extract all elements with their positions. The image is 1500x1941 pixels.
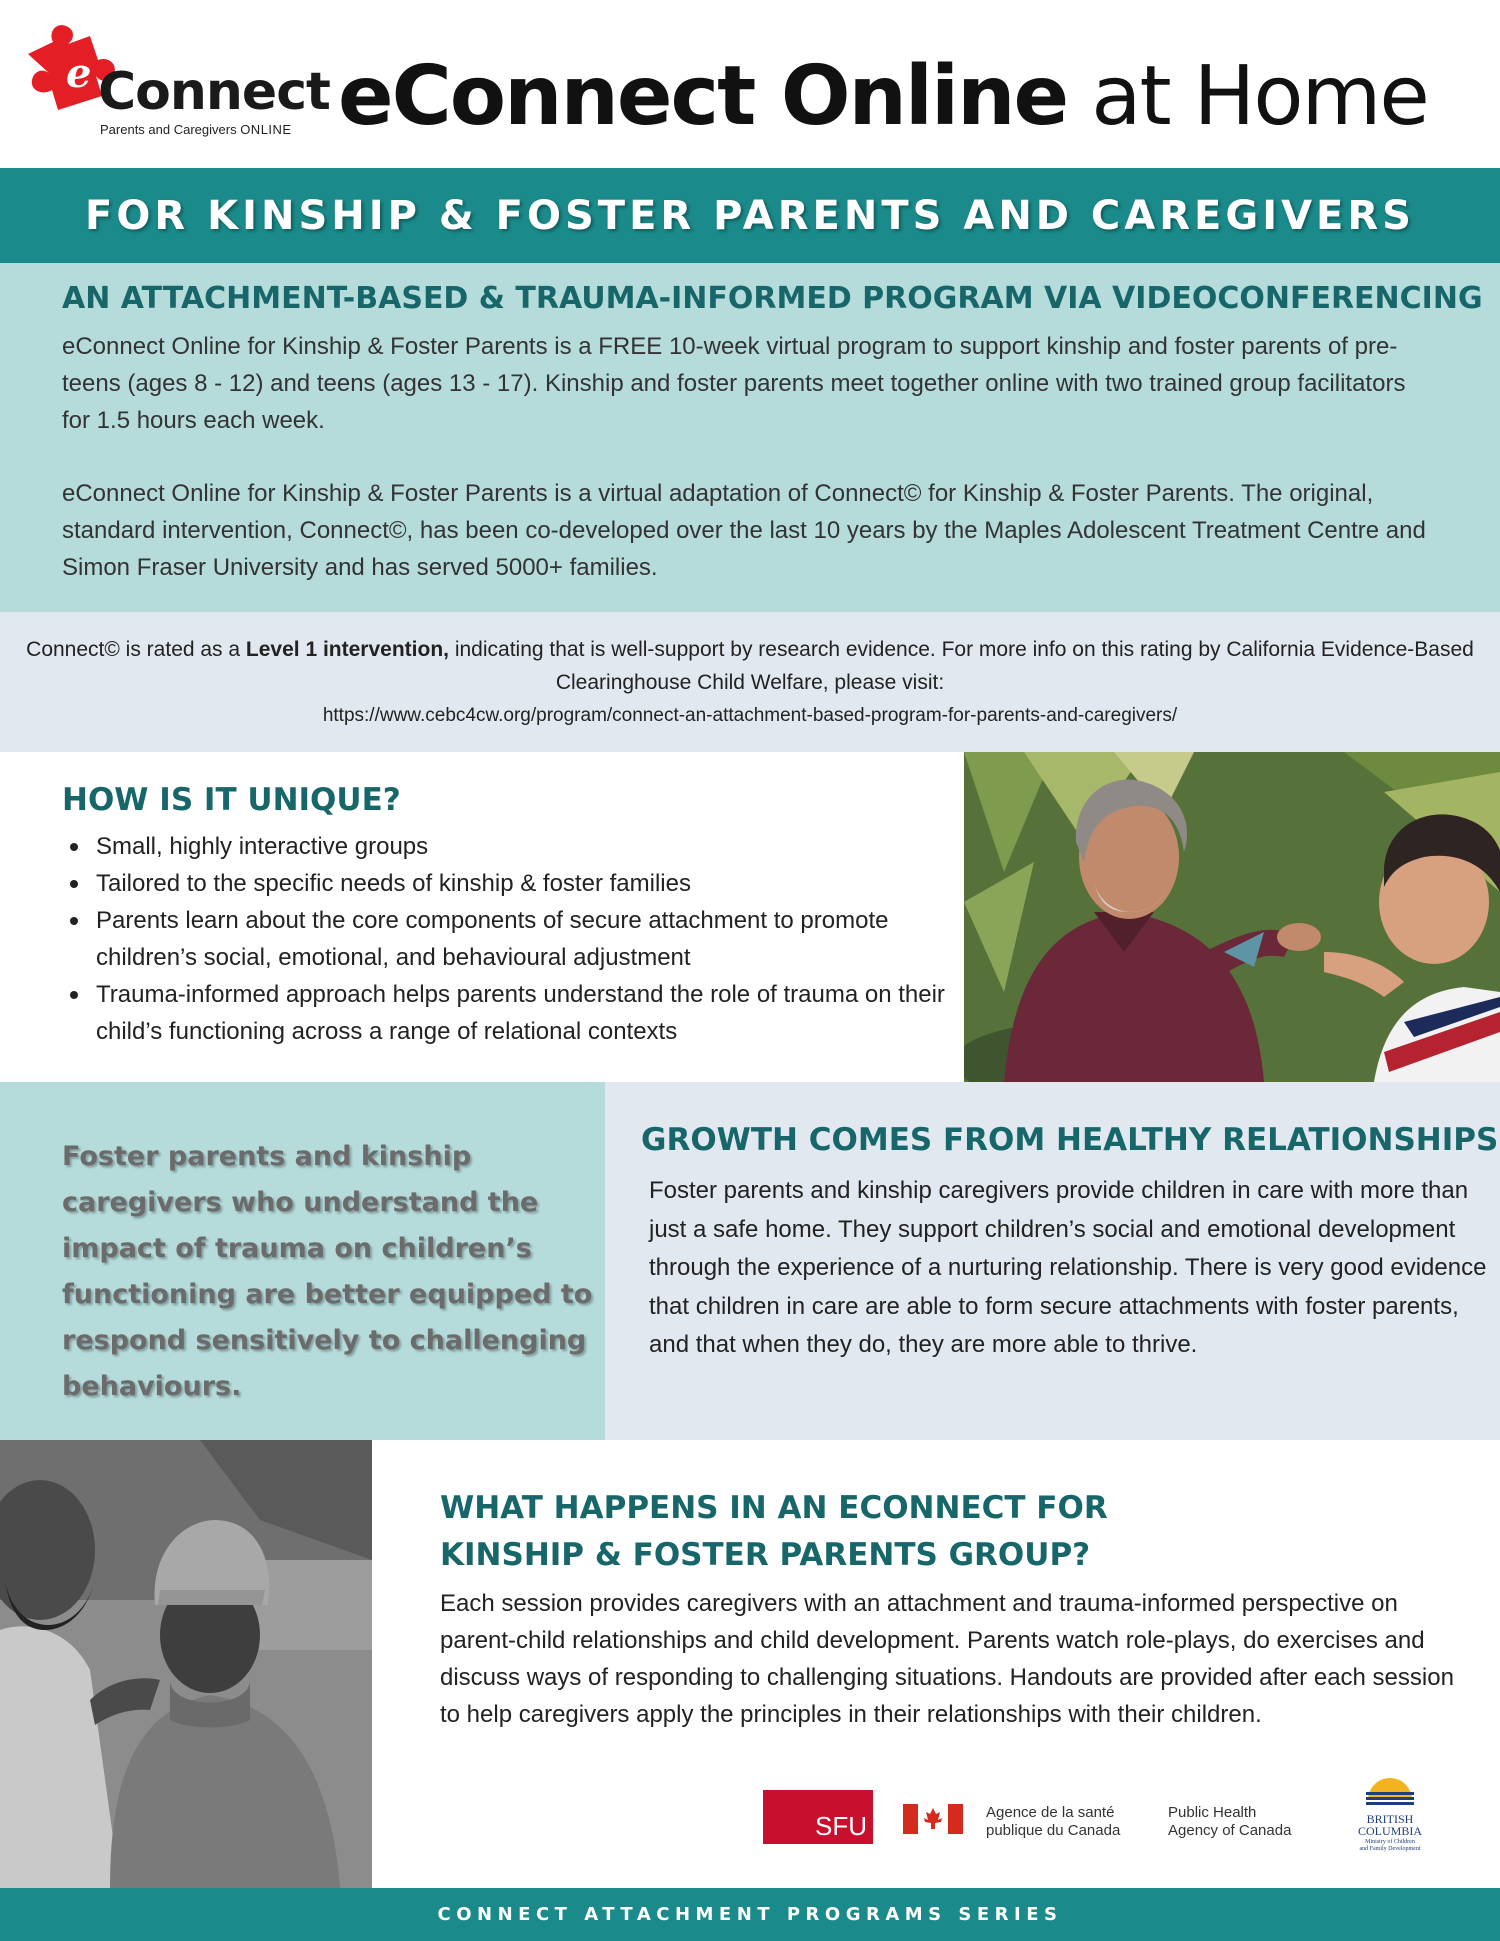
bc-ministry-line-1: Ministry of Children xyxy=(1365,1839,1415,1845)
growth-paragraph: Foster parents and kinship caregivers provide children in care with more than just a safe home. They support children’s social and emotional development through the experience of a nurturing relationship. There is very good evidence that children in care are able to form secure attachments with foster parents, and that when they do, they are more able to thrive. xyxy=(649,1177,1487,1358)
logo-subtitle xyxy=(100,122,292,137)
unique-section xyxy=(0,752,964,1082)
sfu-logo xyxy=(763,1790,873,1844)
bc-name xyxy=(1345,1813,1435,1837)
footer-text: CONNECT ATTACHMENT PROGRAMS SERIES xyxy=(437,1904,1063,1925)
bc-government-logo xyxy=(1345,1770,1435,1858)
intro-paragraph-1: eConnect Online for Kinship & Foster Parents is a FREE 10-week virtual program to support kinship and foster parents of pre-teens (ages 8 - 12) and teens (ages 13 - 17). Kinship and foster parents meet together online with two trained group facilitators for 1.5 hours each week. xyxy=(62,333,1406,434)
list-item: Trauma-informed approach helps parents understand the role of trauma on their child’s functioning across a range of relational contexts xyxy=(62,976,964,1050)
header xyxy=(0,0,1500,168)
rating-text xyxy=(0,633,1500,699)
partner-logos xyxy=(760,1760,1500,1860)
agency-name-english xyxy=(1168,1804,1291,1840)
logo-subtitle-right: ONLINE xyxy=(240,122,292,137)
logo-e-letter: e xyxy=(66,50,92,97)
what-heading-line-2: KINSHIP & FOSTER PARENTS GROUP? xyxy=(440,1537,1091,1573)
agency-fr-line-1: Agence de la santé xyxy=(986,1804,1115,1821)
sfu-logo-text: SFU xyxy=(815,1811,867,1841)
photo-parent-and-child-illustration xyxy=(964,752,1500,1082)
agency-en-line-2: Agency of Canada xyxy=(1168,1822,1292,1839)
intro-paragraph-2: eConnect Online for Kinship & Foster Parents is a virtual adaptation of Connect© for Kinship & Foster Parents. The original, standard intervention, Connect©, has been co-developed over the last 10 years by the Maples Adolescent Treatment Centre and Simon Fraser University and has served 5000+ families. xyxy=(62,480,1426,581)
canada-flag-icon xyxy=(903,1804,963,1834)
quote-section xyxy=(0,1082,605,1440)
banner-text: FOR KINSHIP & FOSTER PARENTS AND CAREGIVERS xyxy=(85,192,1415,239)
intro-heading: AN ATTACHMENT-BASED & TRAUMA-INFORMED PROGRAM VIA VIDEOCONFERENCING xyxy=(62,281,1483,316)
agency-name-french xyxy=(986,1804,1120,1840)
rating-url-link[interactable]: https://www.cebc4cw.org/program/connect-an-attachment-based-program-for-parents-and-caregivers/ xyxy=(322,705,1178,726)
bc-line-1: BRITISH xyxy=(1366,1812,1414,1826)
list-item: Tailored to the specific needs of kinship & foster families xyxy=(62,865,964,902)
econnect-logo xyxy=(18,14,330,144)
unique-heading: HOW IS IT UNIQUE? xyxy=(62,782,401,818)
photo-parent-and-child xyxy=(964,752,1500,1082)
page-title-light: at Home xyxy=(1067,49,1428,144)
list-item: Small, highly interactive groups xyxy=(62,828,964,865)
bc-ministry xyxy=(1345,1839,1435,1853)
page-title xyxy=(338,49,1428,144)
growth-section xyxy=(605,1082,1500,1440)
what-heading xyxy=(440,1485,1500,1579)
unique-list xyxy=(62,828,964,1050)
rating-emphasis: Level 1 intervention, xyxy=(245,638,449,661)
logo-wordmark: Connect xyxy=(98,62,330,122)
rating-section xyxy=(0,612,1500,752)
footer xyxy=(0,1888,1500,1941)
logo-subtitle-left: Parents and Caregivers xyxy=(100,122,241,137)
agency-fr-line-2: publique du Canada xyxy=(986,1822,1121,1839)
what-paragraph: Each session provides caregivers with an attachment and trauma-informed perspective on parent-child relationships and child development. Parents watch role-plays, do exercises and discuss ways of responding to challenging situations. Handouts are provided after each session to help caregivers apply the principles in their relationships with their children. xyxy=(440,1590,1454,1728)
bc-sun-icon xyxy=(1360,1770,1420,1806)
agency-en-line-1: Public Health xyxy=(1168,1804,1257,1821)
rating-suffix: indicating that is well-support by research evidence. For more info on this rating by California Evidence-Based Clearinghouse Child Welfare, please visit: xyxy=(448,638,1474,694)
intro-section xyxy=(0,263,1500,612)
bc-ministry-line-2: and Family Development xyxy=(1359,1846,1421,1852)
page-title-bold: eConnect Online xyxy=(338,49,1068,144)
what-heading-line-1: WHAT HAPPENS IN AN ECONNECT FOR xyxy=(440,1490,1108,1526)
audience-banner xyxy=(0,168,1500,263)
bc-line-2: COLUMBIA xyxy=(1357,1824,1422,1838)
photo-father-and-son xyxy=(0,1440,372,1888)
rating-prefix: Connect© is rated as a xyxy=(26,638,246,661)
list-item: Parents learn about the core components of secure attachment to promote children’s social, emotional, and behavioural adjustment xyxy=(62,902,964,976)
photo-father-and-son-illustration xyxy=(0,1440,372,1888)
growth-heading: GROWTH COMES FROM HEALTHY RELATIONSHIPS xyxy=(641,1122,1499,1158)
pull-quote: Foster parents and kinship caregivers who understand the impact of trauma on children’s functioning are better equipped to respond sensitively to challenging behaviours. xyxy=(62,1141,593,1402)
